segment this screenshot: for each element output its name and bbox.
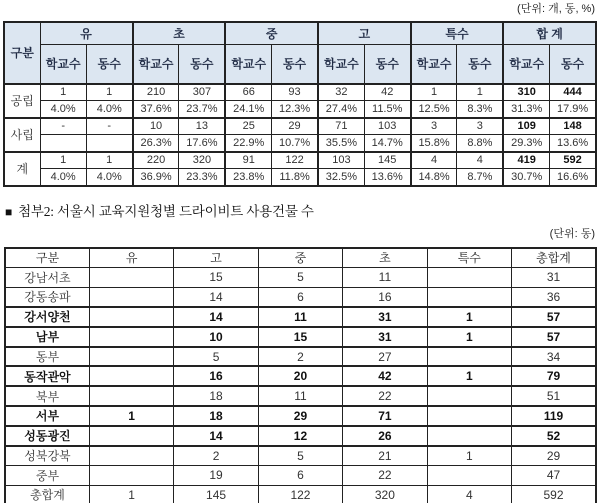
t2-value-cell: 52 — [512, 426, 596, 446]
t2-value-cell: 145 — [174, 485, 258, 503]
t1-subheader-schools-4: 학교수 — [411, 44, 457, 84]
t1-count-cell: 122 — [272, 152, 318, 169]
t2-value-cell: 22 — [343, 386, 427, 406]
t1-count-cell: 592 — [550, 152, 596, 169]
t1-percent-cell: 4.0% — [40, 101, 86, 118]
t1-count-cell: 310 — [503, 84, 549, 101]
t2-value-cell: 320 — [343, 485, 427, 503]
t1-count-cell: 210 — [133, 84, 179, 101]
t2-value-cell: 5 — [258, 446, 342, 466]
t1-group-header-5: 합 계 — [503, 22, 596, 44]
t1-group-header-0: 유 — [40, 22, 133, 44]
t2-value-cell: 51 — [512, 386, 596, 406]
t2-value-cell: 29 — [512, 446, 596, 466]
t1-count-cell: 1 — [86, 152, 132, 169]
t1-percent-cell: 4.0% — [86, 169, 132, 186]
table-row — [5, 485, 596, 503]
t2-value-cell: 18 — [174, 406, 258, 426]
t2-value-cell: 1 — [427, 446, 511, 466]
table2-unit-note: (단위: 동) — [549, 227, 595, 240]
t1-subheader-buildings-3: 동수 — [364, 44, 410, 84]
table-row — [5, 406, 596, 426]
t1-percent-cell: 8.3% — [457, 101, 503, 118]
t2-value-cell: 1 — [427, 307, 511, 327]
t1-subheader-schools-3: 학교수 — [318, 44, 364, 84]
t1-percent-cell: 12.3% — [272, 101, 318, 118]
t2-value-cell: 42 — [343, 366, 427, 386]
t1-count-cell: 1 — [411, 84, 457, 101]
t1-percent-cell: 14.7% — [364, 135, 410, 152]
table1-unit-note: (단위: 개, 동, %) — [517, 3, 595, 15]
table-row — [5, 287, 596, 307]
t1-count-cell: 25 — [225, 118, 271, 135]
t1-percent-cell: 8.7% — [457, 169, 503, 186]
attachment2-heading — [5, 200, 597, 220]
table-row — [5, 327, 596, 347]
t2-value-cell: 26 — [343, 426, 427, 446]
t2-header-4: 초 — [343, 248, 427, 268]
t1-percent-cell: 36.9% — [133, 169, 179, 186]
t2-value-cell: 2 — [174, 446, 258, 466]
t1-subheader-buildings-5: 동수 — [550, 44, 596, 84]
t1-count-cell: 1 — [457, 84, 503, 101]
t1-percent-cell: 4.0% — [86, 101, 132, 118]
t1-count-cell: - — [86, 118, 132, 135]
t1-count-cell: 32 — [318, 84, 364, 101]
table-row — [5, 268, 596, 288]
t1-count-cell: 145 — [364, 152, 410, 169]
t1-subheader-buildings-0: 동수 — [86, 44, 132, 84]
t1-percent-cell — [40, 135, 86, 152]
t1-count-cell: 10 — [133, 118, 179, 135]
t1-percent-cell: 23.3% — [179, 169, 225, 186]
t1-count-cell: 307 — [179, 84, 225, 101]
t2-row-label-10: 중부 — [5, 465, 89, 485]
t2-value-cell: 12 — [258, 426, 342, 446]
t2-value-cell: 11 — [258, 307, 342, 327]
district-buildings-table — [4, 247, 597, 503]
t2-value-cell — [89, 465, 173, 485]
t2-value-cell: 16 — [343, 287, 427, 307]
t2-value-cell: 31 — [343, 327, 427, 347]
t2-value-cell: 14 — [174, 287, 258, 307]
t1-percent-cell: 35.5% — [318, 135, 364, 152]
t1-percent-cell: 37.6% — [133, 101, 179, 118]
t2-value-cell — [89, 268, 173, 288]
t1-group-header-4: 특수 — [411, 22, 504, 44]
t2-value-cell: 5 — [174, 347, 258, 367]
t1-percent-cell: 27.4% — [318, 101, 364, 118]
t1-percent-cell: 17.9% — [550, 101, 596, 118]
t2-value-cell: 592 — [512, 485, 596, 503]
t1-percent-cell: 11.5% — [364, 101, 410, 118]
t2-value-cell: 21 — [343, 446, 427, 466]
t2-value-cell — [89, 366, 173, 386]
t2-value-cell: 6 — [258, 287, 342, 307]
t1-corner-header: 구분 — [4, 22, 40, 84]
t2-value-cell — [427, 386, 511, 406]
t2-value-cell: 1 — [427, 327, 511, 347]
t2-value-cell — [427, 465, 511, 485]
t1-percent-cell: 29.3% — [503, 135, 549, 152]
t1-count-cell: 13 — [179, 118, 225, 135]
t2-value-cell: 11 — [258, 386, 342, 406]
t2-value-cell: 31 — [343, 307, 427, 327]
t2-value-cell: 15 — [258, 327, 342, 347]
t2-header-3: 중 — [258, 248, 342, 268]
t2-value-cell — [427, 406, 511, 426]
t2-value-cell: 22 — [343, 465, 427, 485]
t2-header-0: 구분 — [5, 248, 89, 268]
t1-count-cell: 4 — [457, 152, 503, 169]
t1-count-cell: 103 — [318, 152, 364, 169]
t2-value-cell: 6 — [258, 465, 342, 485]
t1-count-cell: 66 — [225, 84, 271, 101]
t1-count-cell: 103 — [364, 118, 410, 135]
t2-value-cell — [89, 327, 173, 347]
t2-header-5: 특수 — [427, 248, 511, 268]
t2-value-cell: 1 — [89, 485, 173, 503]
t2-value-cell: 14 — [174, 426, 258, 446]
t2-value-cell: 19 — [174, 465, 258, 485]
table-row — [5, 446, 596, 466]
t1-percent-cell: 30.7% — [503, 169, 549, 186]
t1-percent-cell: 23.8% — [225, 169, 271, 186]
t2-row-label-4: 동부 — [5, 347, 89, 367]
t1-count-cell: 91 — [225, 152, 271, 169]
t1-count-cell: 320 — [179, 152, 225, 169]
t2-value-cell: 2 — [258, 347, 342, 367]
t1-count-cell: 29 — [272, 118, 318, 135]
t1-count-cell: 1 — [40, 152, 86, 169]
t2-row-label-6: 북부 — [5, 386, 89, 406]
t2-value-cell: 79 — [512, 366, 596, 386]
t2-value-cell: 34 — [512, 347, 596, 367]
t1-percent-cell: 13.6% — [550, 135, 596, 152]
t2-value-cell: 29 — [258, 406, 342, 426]
t2-value-cell — [89, 426, 173, 446]
t1-percent-cell: 24.1% — [225, 101, 271, 118]
t1-count-cell: 220 — [133, 152, 179, 169]
t2-value-cell: 119 — [512, 406, 596, 426]
t1-count-cell: 3 — [411, 118, 457, 135]
t1-percent-cell: 11.8% — [272, 169, 318, 186]
t2-value-cell: 1 — [427, 366, 511, 386]
t2-value-cell: 11 — [343, 268, 427, 288]
t1-subheader-schools-0: 학교수 — [40, 44, 86, 84]
school-stats-table — [3, 21, 597, 187]
t1-row-label-0: 공립 — [4, 84, 40, 118]
t2-value-cell — [427, 347, 511, 367]
t1-percent-cell: 22.9% — [225, 135, 271, 152]
t1-percent-cell: 4.0% — [40, 169, 86, 186]
t2-value-cell: 31 — [512, 268, 596, 288]
t2-row-label-3: 남부 — [5, 327, 89, 347]
t1-count-cell: 1 — [86, 84, 132, 101]
table-row — [5, 307, 596, 327]
t1-percent-cell — [86, 135, 132, 152]
t2-value-cell — [89, 307, 173, 327]
t1-percent-cell: 14.8% — [411, 169, 457, 186]
t2-value-cell — [427, 426, 511, 446]
table-row — [5, 426, 596, 446]
t1-count-cell: - — [40, 118, 86, 135]
t2-header-6: 총합계 — [512, 248, 596, 268]
t1-subheader-schools-5: 학교수 — [503, 44, 549, 84]
t1-subheader-buildings-4: 동수 — [457, 44, 503, 84]
t2-value-cell — [427, 287, 511, 307]
t2-value-cell: 71 — [343, 406, 427, 426]
t1-subheader-buildings-2: 동수 — [272, 44, 318, 84]
t2-value-cell: 1 — [89, 406, 173, 426]
t2-value-cell — [89, 287, 173, 307]
t2-row-label-11: 총합계 — [5, 485, 89, 503]
t2-value-cell: 57 — [512, 327, 596, 347]
t2-value-cell — [89, 386, 173, 406]
t2-value-cell: 18 — [174, 386, 258, 406]
t1-percent-cell: 10.7% — [272, 135, 318, 152]
t1-count-cell: 444 — [550, 84, 596, 101]
table-row — [5, 386, 596, 406]
t1-percent-cell: 26.3% — [133, 135, 179, 152]
t1-subheader-buildings-1: 동수 — [179, 44, 225, 84]
table-row — [5, 347, 596, 367]
t2-value-cell: 27 — [343, 347, 427, 367]
t1-percent-cell: 12.5% — [411, 101, 457, 118]
t1-percent-cell: 16.6% — [550, 169, 596, 186]
t1-count-cell: 109 — [503, 118, 549, 135]
t2-header-1: 유 — [89, 248, 173, 268]
t2-row-label-7: 서부 — [5, 406, 89, 426]
t2-value-cell: 36 — [512, 287, 596, 307]
t1-count-cell: 3 — [457, 118, 503, 135]
t1-group-header-2: 중 — [225, 22, 318, 44]
t1-count-cell: 1 — [40, 84, 86, 101]
t2-value-cell: 20 — [258, 366, 342, 386]
t2-value-cell: 10 — [174, 327, 258, 347]
t1-count-cell: 148 — [550, 118, 596, 135]
t2-row-label-9: 성북강북 — [5, 446, 89, 466]
t2-value-cell: 5 — [258, 268, 342, 288]
t2-value-cell: 16 — [174, 366, 258, 386]
t1-count-cell: 42 — [364, 84, 410, 101]
t1-percent-cell: 8.8% — [457, 135, 503, 152]
t1-subheader-schools-1: 학교수 — [133, 44, 179, 84]
t2-value-cell: 14 — [174, 307, 258, 327]
t1-row-label-1: 사립 — [4, 118, 40, 152]
t1-count-cell: 71 — [318, 118, 364, 135]
t2-value-cell: 4 — [427, 485, 511, 503]
t1-percent-cell: 17.6% — [179, 135, 225, 152]
t2-value-cell: 47 — [512, 465, 596, 485]
table-row — [5, 465, 596, 485]
t1-percent-cell: 32.5% — [318, 169, 364, 186]
t2-row-label-8: 성동광진 — [5, 426, 89, 446]
attachment2-title-text: 첨부2: 서울시 교육지원청별 드라이비트 사용건물 수 — [18, 203, 314, 219]
square-bullet-icon: ■ — [5, 204, 13, 219]
t2-value-cell — [427, 268, 511, 288]
t2-value-cell: 57 — [512, 307, 596, 327]
t2-row-label-1: 강동송파 — [5, 287, 89, 307]
t1-percent-cell: 23.7% — [179, 101, 225, 118]
t1-subheader-schools-2: 학교수 — [225, 44, 271, 84]
t2-row-label-2: 강서양천 — [5, 307, 89, 327]
t2-value-cell: 122 — [258, 485, 342, 503]
t2-header-2: 고 — [174, 248, 258, 268]
t1-group-header-1: 초 — [133, 22, 226, 44]
t1-count-cell: 419 — [503, 152, 549, 169]
t1-group-header-3: 고 — [318, 22, 411, 44]
t1-percent-cell: 31.3% — [503, 101, 549, 118]
t1-count-cell: 93 — [272, 84, 318, 101]
t1-count-cell: 4 — [411, 152, 457, 169]
t2-value-cell: 15 — [174, 268, 258, 288]
t1-percent-cell: 13.6% — [364, 169, 410, 186]
t2-value-cell — [89, 446, 173, 466]
t2-row-label-0: 강남서초 — [5, 268, 89, 288]
table-row — [5, 366, 596, 386]
t1-row-label-2: 계 — [4, 152, 40, 186]
t1-percent-cell: 15.8% — [411, 135, 457, 152]
t2-row-label-5: 동작관악 — [5, 366, 89, 386]
t2-value-cell — [89, 347, 173, 367]
